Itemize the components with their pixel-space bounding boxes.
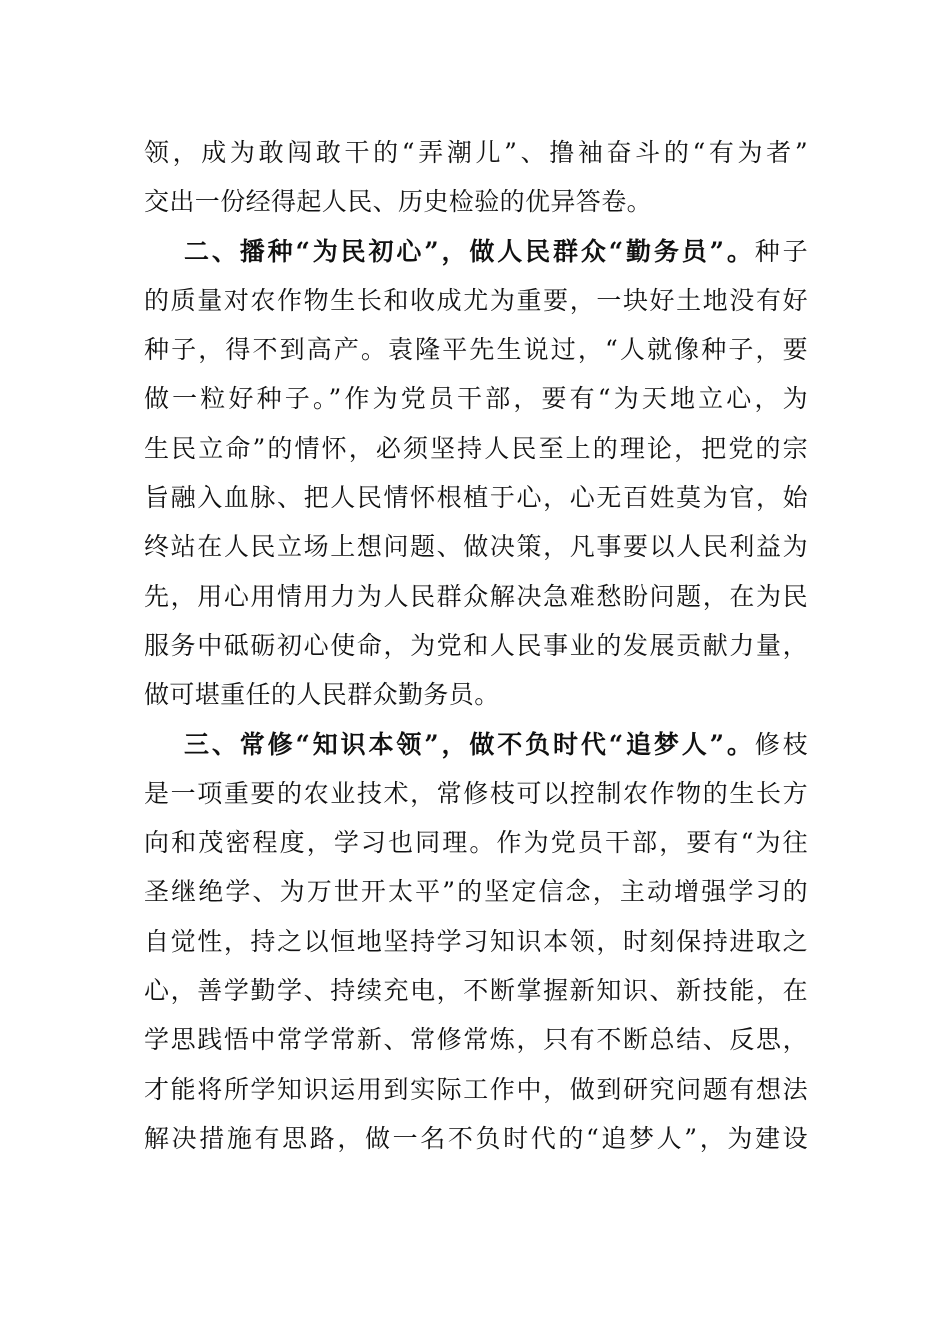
text-line: 生民立命”的情怀，必须坚持人民至上的理论，把党的宗	[144, 433, 808, 463]
document-body	[144, 128, 808, 1163]
text-line: 向和茂密程度，学习也同理。作为党员干部，要有“为往	[144, 828, 808, 858]
text-line: 终站在人民立场上想问题、做决策，凡事要以人民利益为	[144, 532, 808, 562]
heading-line	[144, 720, 808, 769]
text-line: 旨融入血脉、把人民情怀根植于心，心无百姓莫为官，始	[144, 483, 808, 513]
section-heading-3: 三、常修“知识本领”，做不负时代“追梦人”。	[184, 729, 755, 759]
text-line: 做可堪重任的人民群众勤务员。	[144, 680, 500, 710]
text-line: 先，用心用情用力为人民群众解决急难愁盼问题，在为民	[144, 581, 808, 611]
text-line: 交出一份经得起人民、历史检验的优异答卷。	[144, 187, 653, 217]
text-line: 学思践悟中常学常新、常修常炼，只有不断总结、反思，	[144, 1025, 808, 1055]
text-line: 的质量对农作物生长和收成尤为重要，一块好土地没有好	[144, 285, 808, 315]
text-line: 种子，得不到高产。袁隆平先生说过，“人就像种子，要	[144, 335, 808, 365]
text-line: 才能将所学知识运用到实际工作中，做到研究问题有想法	[144, 1074, 808, 1104]
paragraph-2	[144, 227, 808, 720]
text-line: 是一项重要的农业技术，常修枝可以控制农作物的生长方	[144, 778, 808, 808]
text-line: 圣继绝学、为万世开太平”的坚定信念，主动增强学习的	[144, 877, 808, 907]
text-line: 解决措施有思路，做一名不负时代的“追梦人”，为建设	[144, 1123, 808, 1153]
text-line: 心，善学勤学、持续充电，不断掌握新知识、新技能，在	[144, 976, 808, 1006]
text-line: 领，成为敢闯敢干的“弄潮儿”、撸袖奋斗的“有为者”	[144, 138, 808, 167]
section-heading-2: 二、播种“为民初心”，做人民群众“勤务员”。	[184, 236, 755, 266]
text-line: 服务中砥砺初心使命，为党和人民事业的发展贡献力量，	[144, 630, 808, 660]
text-line: 做一粒好种子。”作为党员干部，要有“为天地立心，为	[144, 384, 808, 414]
paragraph-3	[144, 720, 808, 1164]
paragraph-1	[144, 128, 808, 227]
heading-line	[144, 227, 808, 276]
text-line: 自觉性，持之以恒地坚持学习知识本领，时刻保持进取之	[144, 926, 808, 956]
text-fragment: 种子	[754, 236, 808, 266]
text-fragment: 修枝	[754, 729, 808, 759]
